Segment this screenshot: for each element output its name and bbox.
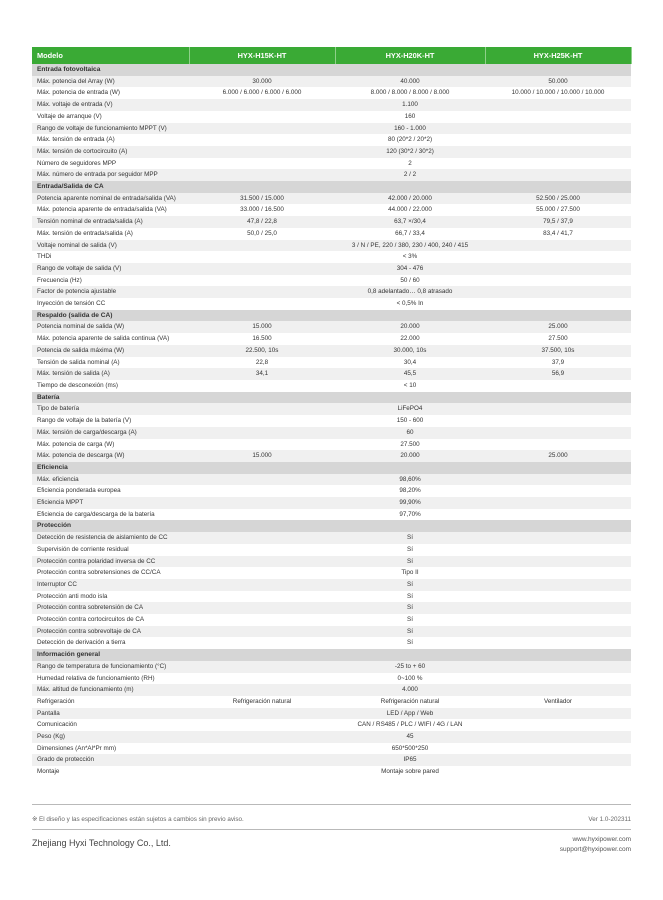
- table-header-row: [32, 47, 631, 64]
- section-title: Entrada fotovoltaica: [32, 64, 631, 76]
- spec-label: Peso (Kg): [32, 731, 189, 743]
- spec-label: Máx. tensión de entrada (A): [32, 134, 189, 146]
- spec-value-shared: 304 - 476: [189, 263, 631, 275]
- spec-value: 25.000: [485, 321, 631, 333]
- spec-label: Tensión nominal de entrada/salida (A): [32, 216, 189, 228]
- spec-label: Inyección de tensión CC: [32, 298, 189, 310]
- table-row: [32, 357, 631, 369]
- spec-value: 22.500, 10s: [189, 345, 335, 357]
- spec-value: Ventilador: [485, 696, 631, 708]
- table-row: [32, 684, 631, 696]
- spec-label: Rango de temperatura de funcionamiento (°C): [32, 661, 189, 673]
- spec-value-shared: Sí: [189, 591, 631, 603]
- spec-label: Interruptor CC: [32, 579, 189, 591]
- table-row: [32, 380, 631, 392]
- spec-table: [32, 47, 632, 778]
- table-row: [32, 673, 631, 685]
- footer-email[interactable]: support@hyxipower.com: [559, 846, 631, 853]
- section-header-row: [32, 649, 631, 661]
- spec-label: Máx. voltaje de entrada (V): [32, 99, 189, 111]
- spec-value: 79,5 / 37,9: [485, 216, 631, 228]
- spec-value: 42.000 / 20.000: [335, 193, 485, 205]
- spec-value: 22,8: [189, 357, 335, 369]
- spec-label: Máx. número de entrada por seguidor MPP: [32, 169, 189, 181]
- spec-label: Rango de voltaje de salida (V): [32, 263, 189, 275]
- spec-value-shared: 650*500*250: [189, 743, 631, 755]
- table-row: [32, 509, 631, 521]
- spec-label: Tipo de batería: [32, 403, 189, 415]
- table-row: [32, 708, 631, 720]
- spec-table-body: [32, 64, 631, 778]
- section-title: Eficiencia: [32, 462, 631, 474]
- spec-value-shared: LED / App / Web: [189, 708, 631, 720]
- spec-value: 34,1: [189, 368, 335, 380]
- spec-value: 37,9: [485, 357, 631, 369]
- table-row: [32, 626, 631, 638]
- spec-label: Máx. altitud de funcionamiento (m): [32, 684, 189, 696]
- spec-value-shared: 120 (30*2 / 30*2): [189, 146, 631, 158]
- table-row: [32, 485, 631, 497]
- spec-value: 47,8 / 22,8: [189, 216, 335, 228]
- spec-value-shared: Tipo II: [189, 567, 631, 579]
- spec-value-shared: Sí: [189, 544, 631, 556]
- table-row: [32, 321, 631, 333]
- spec-label: Rango de voltaje de la batería (V): [32, 415, 189, 427]
- table-row: [32, 696, 631, 708]
- section-header-row: [32, 462, 631, 474]
- section-title: Batería: [32, 392, 631, 404]
- spec-value-shared: 80 (20*2 / 20*2): [189, 134, 631, 146]
- footer-company: Zhejiang Hyxi Technology Co., Ltd.: [32, 838, 171, 848]
- table-row: [32, 169, 631, 181]
- spec-label: Máx. tensión de entrada/salida (A): [32, 228, 189, 240]
- spec-value-shared: 0~100 %: [189, 673, 631, 685]
- table-row: [32, 556, 631, 568]
- table-row: [32, 743, 631, 755]
- spec-label: Máx. potencia aparente de salida continua (VA): [32, 333, 189, 345]
- spec-label: Pantalla: [32, 708, 189, 720]
- spec-value-shared: 3 / N / PE, 220 / 380, 230 / 400, 240 / 415: [189, 240, 631, 252]
- spec-label: Refrigeración: [32, 696, 189, 708]
- spec-label: Potencia nominal de salida (W): [32, 321, 189, 333]
- table-row: [32, 286, 631, 298]
- spec-label: Protección contra sobrevoltaje de CA: [32, 626, 189, 638]
- spec-value: 55.000 / 27.500: [485, 204, 631, 216]
- header-model-h25k: HYX-H25K-HT: [485, 47, 631, 64]
- section-title: Entrada/Salida de CA: [32, 181, 631, 193]
- footer-website[interactable]: www.hyxipower.com: [572, 836, 631, 843]
- table-row: [32, 427, 631, 439]
- spec-value-shared: Sí: [189, 579, 631, 591]
- spec-value-shared: CAN / RS485 / PLC / WIFI / 4G / LAN: [189, 719, 631, 731]
- spec-value-shared: Sí: [189, 637, 631, 649]
- spec-value-shared: 2: [189, 158, 631, 170]
- spec-label: Montaje: [32, 766, 189, 778]
- spec-label: Máx. potencia de carga (W): [32, 439, 189, 451]
- table-row: [32, 731, 631, 743]
- spec-value-shared: 97,70%: [189, 509, 631, 521]
- spec-label: THDi: [32, 251, 189, 263]
- spec-value: 30.000, 10s: [335, 345, 485, 357]
- spec-label: Número de seguidores MPP: [32, 158, 189, 170]
- table-row: [32, 216, 631, 228]
- spec-value: 30.000: [189, 76, 335, 88]
- table-row: [32, 497, 631, 509]
- section-header-row: [32, 64, 631, 76]
- spec-label: Comunicación: [32, 719, 189, 731]
- table-row: [32, 415, 631, 427]
- table-row: [32, 146, 631, 158]
- table-row: [32, 134, 631, 146]
- spec-label: Factor de potencia ajustable: [32, 286, 189, 298]
- table-row: [32, 403, 631, 415]
- spec-value: 83,4 / 41,7: [485, 228, 631, 240]
- spec-value-shared: 2 / 2: [189, 169, 631, 181]
- spec-value: 15.000: [189, 321, 335, 333]
- spec-label: Eficiencia MPPT: [32, 497, 189, 509]
- spec-value-shared: LiFePO4: [189, 403, 631, 415]
- table-row: [32, 251, 631, 263]
- spec-label: Supervisión de corriente residual: [32, 544, 189, 556]
- spec-value: 45,5: [335, 368, 485, 380]
- spec-value-shared: 50 / 60: [189, 275, 631, 287]
- table-row: [32, 99, 631, 111]
- spec-label: Detección de derivación a tierra: [32, 637, 189, 649]
- spec-value: 40.000: [335, 76, 485, 88]
- table-row: [32, 87, 631, 99]
- spec-label: Tensión de salida nominal (A): [32, 357, 189, 369]
- section-title: Protección: [32, 520, 631, 532]
- spec-value-shared: 99,90%: [189, 497, 631, 509]
- spec-label: Máx. potencia de descarga (W): [32, 450, 189, 462]
- section-header-row: [32, 310, 631, 322]
- spec-value: 22.000: [335, 333, 485, 345]
- spec-label: Protección contra sobretensiones de CC/CA: [32, 567, 189, 579]
- spec-label: Máx. tensión de carga/descarga (A): [32, 427, 189, 439]
- footer-contact: [560, 835, 631, 855]
- spec-value: Refrigeración natural: [335, 696, 485, 708]
- table-row: [32, 754, 631, 766]
- spec-value: 66,7 / 33,4: [335, 228, 485, 240]
- spec-label: Protección contra sobretensión de CA: [32, 602, 189, 614]
- table-row: [32, 579, 631, 591]
- spec-value-shared: < 3%: [189, 251, 631, 263]
- spec-label: Voltaje de arranque (V): [32, 111, 189, 123]
- spec-label: Rango de voltaje de funcionamiento MPPT (V): [32, 123, 189, 135]
- section-header-row: [32, 392, 631, 404]
- spec-label: Potencia aparente nominal de entrada/salida (VA): [32, 193, 189, 205]
- spec-value-shared: 160: [189, 111, 631, 123]
- table-row: [32, 345, 631, 357]
- spec-label: Tiempo de desconexión (ms): [32, 380, 189, 392]
- table-row: [32, 602, 631, 614]
- table-row: [32, 263, 631, 275]
- spec-value-shared: 45: [189, 731, 631, 743]
- spec-value-shared: IP65: [189, 754, 631, 766]
- spec-value-shared: 98,20%: [189, 485, 631, 497]
- section-header-row: [32, 520, 631, 532]
- table-row: [32, 544, 631, 556]
- spec-value: 50,0 / 25,0: [189, 228, 335, 240]
- spec-value: Refrigeración natural: [189, 696, 335, 708]
- spec-label: Potencia de salida máxima (W): [32, 345, 189, 357]
- spec-value: 52.500 / 25.000: [485, 193, 631, 205]
- section-title: Respaldo (salida de CA): [32, 310, 631, 322]
- footer-divider-bottom: [32, 829, 631, 830]
- spec-value-shared: 160 - 1.000: [189, 123, 631, 135]
- table-row: [32, 567, 631, 579]
- table-row: [32, 193, 631, 205]
- footer-note: ※ El diseño y las especificaciones están sujetos a cambios sin previo aviso.: [32, 816, 244, 823]
- spec-value: 31.500 / 15.000: [189, 193, 335, 205]
- table-row: [32, 275, 631, 287]
- section-title: Información general: [32, 649, 631, 661]
- spec-value-shared: Sí: [189, 626, 631, 638]
- spec-value-shared: Sí: [189, 556, 631, 568]
- spec-label: Máx. potencia aparente de entrada/salida (VA): [32, 204, 189, 216]
- spec-value-shared: < 10: [189, 380, 631, 392]
- footer-divider-top: [32, 804, 631, 805]
- table-row: [32, 661, 631, 673]
- table-row: [32, 204, 631, 216]
- table-row: [32, 474, 631, 486]
- table-row: [32, 333, 631, 345]
- table-row: [32, 637, 631, 649]
- spec-value-shared: Sí: [189, 614, 631, 626]
- spec-value: 37.500, 10s: [485, 345, 631, 357]
- table-row: [32, 614, 631, 626]
- table-row: [32, 298, 631, 310]
- spec-value: 44.000 / 22.000: [335, 204, 485, 216]
- spec-label: Máx. potencia de entrada (W): [32, 87, 189, 99]
- spec-value-shared: 60: [189, 427, 631, 439]
- header-model-h15k: HYX-H15K-HT: [189, 47, 335, 64]
- spec-value: 56,9: [485, 368, 631, 380]
- spec-value-shared: 0,8 adelantado… 0,8 atrasado: [189, 286, 631, 298]
- spec-label: Eficiencia de carga/descarga de la batería: [32, 509, 189, 521]
- spec-value-shared: -25 to + 60: [189, 661, 631, 673]
- spec-label: Dimensiones (An*Al*Pr mm): [32, 743, 189, 755]
- spec-value: 27.500: [485, 333, 631, 345]
- spec-value-shared: Montaje sobre pared: [189, 766, 631, 778]
- header-model-label: Modelo: [32, 47, 189, 64]
- spec-label: Protección contra cortocircuitos de CA: [32, 614, 189, 626]
- spec-label: Frecuencia (Hz): [32, 275, 189, 287]
- spec-label: Voltaje nominal de salida (V): [32, 240, 189, 252]
- table-row: [32, 439, 631, 451]
- spec-value-shared: 98,60%: [189, 474, 631, 486]
- table-row: [32, 123, 631, 135]
- spec-value: 33.000 / 16.500: [189, 204, 335, 216]
- spec-label: Máx. tensión de cortocircuito (A): [32, 146, 189, 158]
- spec-value-shared: 4.000: [189, 684, 631, 696]
- table-row: [32, 158, 631, 170]
- spec-value-shared: Sí: [189, 602, 631, 614]
- table-row: [32, 76, 631, 88]
- table-row: [32, 450, 631, 462]
- spec-label: Máx. eficiencia: [32, 474, 189, 486]
- table-row: [32, 719, 631, 731]
- table-row: [32, 111, 631, 123]
- spec-value-shared: Sí: [189, 532, 631, 544]
- spec-value-shared: < 0,5% In: [189, 298, 631, 310]
- spec-value: 16.500: [189, 333, 335, 345]
- header-model-h20k: HYX-H20K-HT: [335, 47, 485, 64]
- table-row: [32, 228, 631, 240]
- spec-value: 6.000 / 6.000 / 6.000 / 6.000: [189, 87, 335, 99]
- spec-value: 30,4: [335, 357, 485, 369]
- table-row: [32, 240, 631, 252]
- spec-label: Detección de resistencia de aislamiento de CC: [32, 532, 189, 544]
- spec-value-shared: 150 - 600: [189, 415, 631, 427]
- spec-label: Máx. potencia del Array (W): [32, 76, 189, 88]
- spec-value: 20.000: [335, 321, 485, 333]
- section-header-row: [32, 181, 631, 193]
- spec-label: Máx. tensión de salida (A): [32, 368, 189, 380]
- spec-label: Grado de protección: [32, 754, 189, 766]
- table-row: [32, 368, 631, 380]
- table-row: [32, 766, 631, 778]
- spec-value: 20.000: [335, 450, 485, 462]
- spec-label: Protección contra polaridad inversa de CC: [32, 556, 189, 568]
- spec-value: 63,7 ×/30,4: [335, 216, 485, 228]
- spec-value: 10.000 / 10.000 / 10.000 / 10.000: [485, 87, 631, 99]
- table-row: [32, 532, 631, 544]
- spec-value-shared: 27.500: [189, 439, 631, 451]
- footer-version: Ver 1.0-202311: [588, 816, 631, 823]
- spec-value: 15.000: [189, 450, 335, 462]
- spec-label: Humedad relativa de funcionamiento (RH): [32, 673, 189, 685]
- spec-value: 8.000 / 8.000 / 8.000 / 8.000: [335, 87, 485, 99]
- spec-label: Eficiencia ponderada europea: [32, 485, 189, 497]
- spec-label: Protección anti modo isla: [32, 591, 189, 603]
- spec-value-shared: 1.100: [189, 99, 631, 111]
- table-row: [32, 591, 631, 603]
- spec-value: 50.000: [485, 76, 631, 88]
- spec-value: 25.000: [485, 450, 631, 462]
